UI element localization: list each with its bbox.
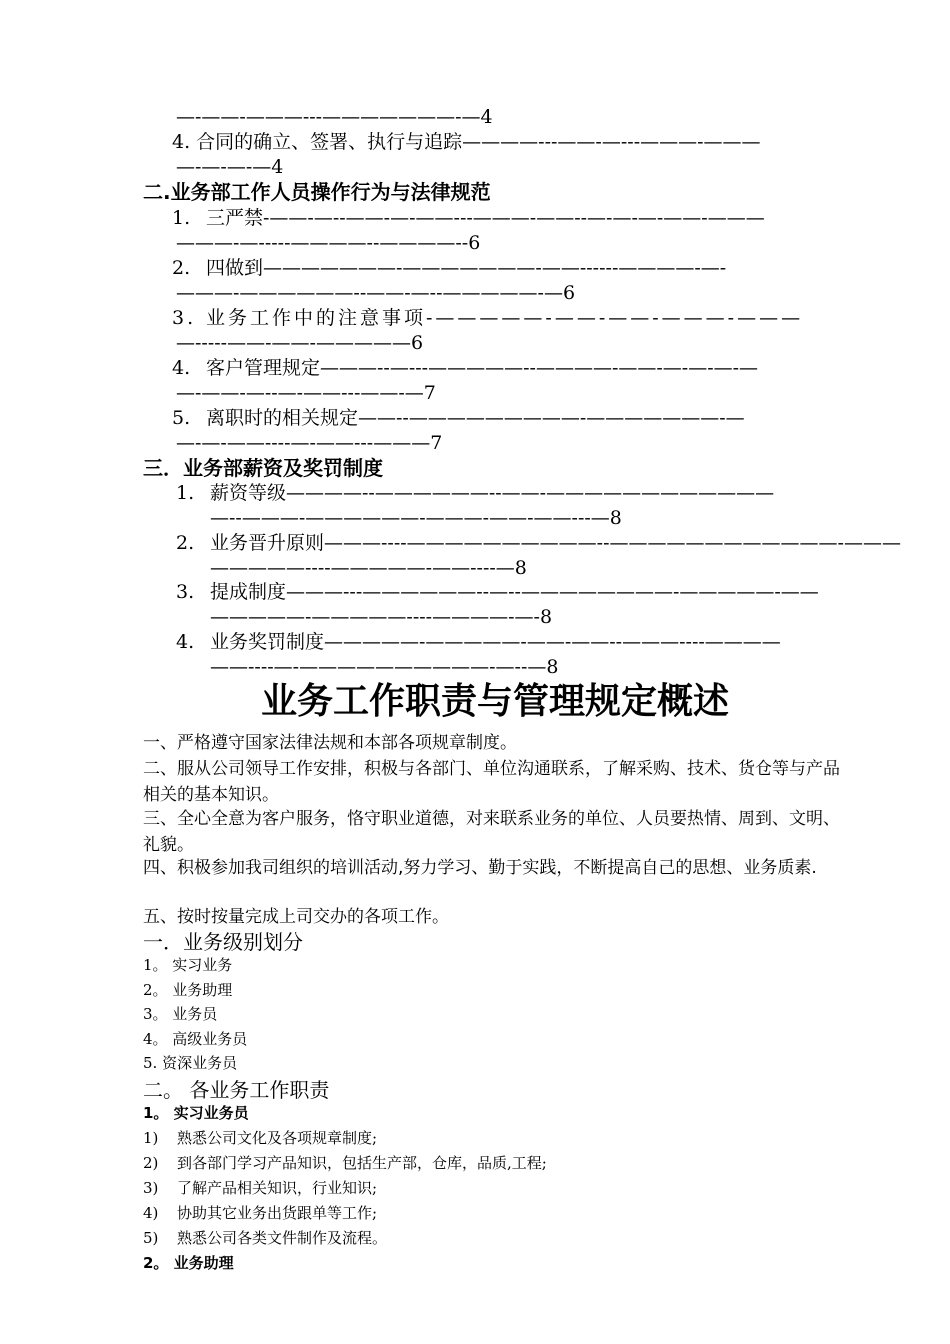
intern-subheading: 1。 实习业务员 bbox=[143, 1104, 249, 1122]
list-item: 2) 到各部门学习产品知识，包括生产部，仓库，品质,工程; bbox=[143, 1154, 547, 1172]
toc-sec3-item-2: 2. 业务晋升原则———----——————————--————————————-——— bbox=[176, 532, 901, 554]
level-item: 3。 业务员 bbox=[143, 1005, 218, 1023]
toc-sec2-item-1-cont: ———-—-----————--————--6 bbox=[176, 232, 481, 254]
toc-sec3-item-3: 3. 提成制度———---——————--—--————————-—————-—— bbox=[176, 581, 819, 603]
toc-sec3-item-4: 4. 业务奖罚制度—————-—————-——-——--———----———— bbox=[176, 631, 781, 653]
toc-sec2-item-1: 1. 三严禁-——-—--——-—-——---———-——--—-—-—-——-——— bbox=[172, 207, 765, 229]
toc-section-2-heading: 二.业务部工作人员操作行为与法律规范 bbox=[143, 180, 491, 204]
assistant-subheading: 2。 业务助理 bbox=[143, 1254, 234, 1272]
toc-sec2-item-4: 4. 客户管理规定———--—---—————--————-——-—-—-—-— bbox=[172, 357, 759, 379]
level-item: 5. 资深业务员 bbox=[143, 1054, 238, 1072]
duty-paragraph-5: 五、按时按量完成上司交办的各项工作。 bbox=[143, 907, 449, 927]
responsibilities-heading: 二。 各业务工作职责 bbox=[143, 1078, 330, 1102]
duty-paragraph-1: 一、严格遵守国家法律法规和本部各项规章制度。 bbox=[143, 733, 517, 753]
list-item: 5) 熟悉公司各类文件制作及流程。 bbox=[143, 1229, 388, 1247]
toc-sec2-item-3: 3. 业务工作中的注意事项-—————-——-——-———-——— bbox=[172, 307, 804, 329]
level-item: 4。 高级业务员 bbox=[143, 1030, 248, 1048]
toc-sec2-item-5: 5. 离职时的相关规定——--—————————-———————-— bbox=[172, 407, 745, 429]
duty-paragraph-2: 二、服从公司领导工作安排，积极与各部门、单位沟通联系，了解采购、技术、货仓等与产品相关的基本知识。 bbox=[143, 759, 840, 805]
document-title: 业务工作职责与管理规定概述 bbox=[260, 681, 729, 722]
toc-sec3-item-4-cont: ——----—-——————————-—--—8 bbox=[210, 656, 559, 678]
toc-sec2-item-2-cont: ———-——————--——-—--—————-—6 bbox=[176, 282, 576, 304]
level-item: 2。 业务助理 bbox=[143, 981, 233, 999]
levels-heading: 一．业务级别划分 bbox=[143, 930, 303, 954]
level-item: 1。 实习业务 bbox=[143, 956, 233, 974]
duty-paragraph-4: 四、积极参加我司组织的培训活动,努力学习、勤于实践，不断提高自己的思想、业务质素. bbox=[143, 858, 817, 878]
toc-sec2-item-4-cont: —-——-—--—-——---——-—7 bbox=[176, 382, 436, 404]
toc-sec3-item-2-cont: —————----—————-——----—8 bbox=[210, 557, 527, 579]
toc-sec3-item-1-cont: —--———-——————-———-——-——---—8 bbox=[210, 507, 622, 529]
toc-sec2-item-2: 2. 四做到———————-———————-——------————-—- bbox=[172, 257, 727, 279]
toc-line-continuation: —-——-———---———————-—4 bbox=[176, 106, 493, 128]
list-item: 3) 了解产品相关知识，行业知识; bbox=[143, 1179, 378, 1197]
toc-sec2-item-5-cont: —-—-——----—-——---———7 bbox=[176, 432, 443, 454]
list-item: 4) 协助其它业务出货跟单等工作; bbox=[143, 1204, 378, 1222]
toc-sec3-item-3-cont: —————-—————----————-—-8 bbox=[210, 606, 553, 628]
toc-item-4-cont: —-—-—-—4 bbox=[176, 156, 284, 178]
toc-section-3-heading: 三．业务部薪资及奖罚制度 bbox=[143, 456, 383, 480]
toc-item-4: 4. 合同的确立、签署、执行与追踪————---——-—---———-——— bbox=[172, 131, 761, 153]
list-item: 1) 熟悉公司文化及各项规章制度; bbox=[143, 1129, 378, 1147]
toc-sec2-item-3-cont: —-----——-——-—————6 bbox=[176, 332, 424, 354]
toc-sec3-item-1: 1. 薪资等级————--——————--——-———————————— bbox=[176, 482, 775, 504]
duty-paragraph-3: 三、全心全意为客户服务，恪守职业道德，对来联系业务的单位、人员要热情、周到、文明、礼貌。 bbox=[143, 809, 840, 855]
